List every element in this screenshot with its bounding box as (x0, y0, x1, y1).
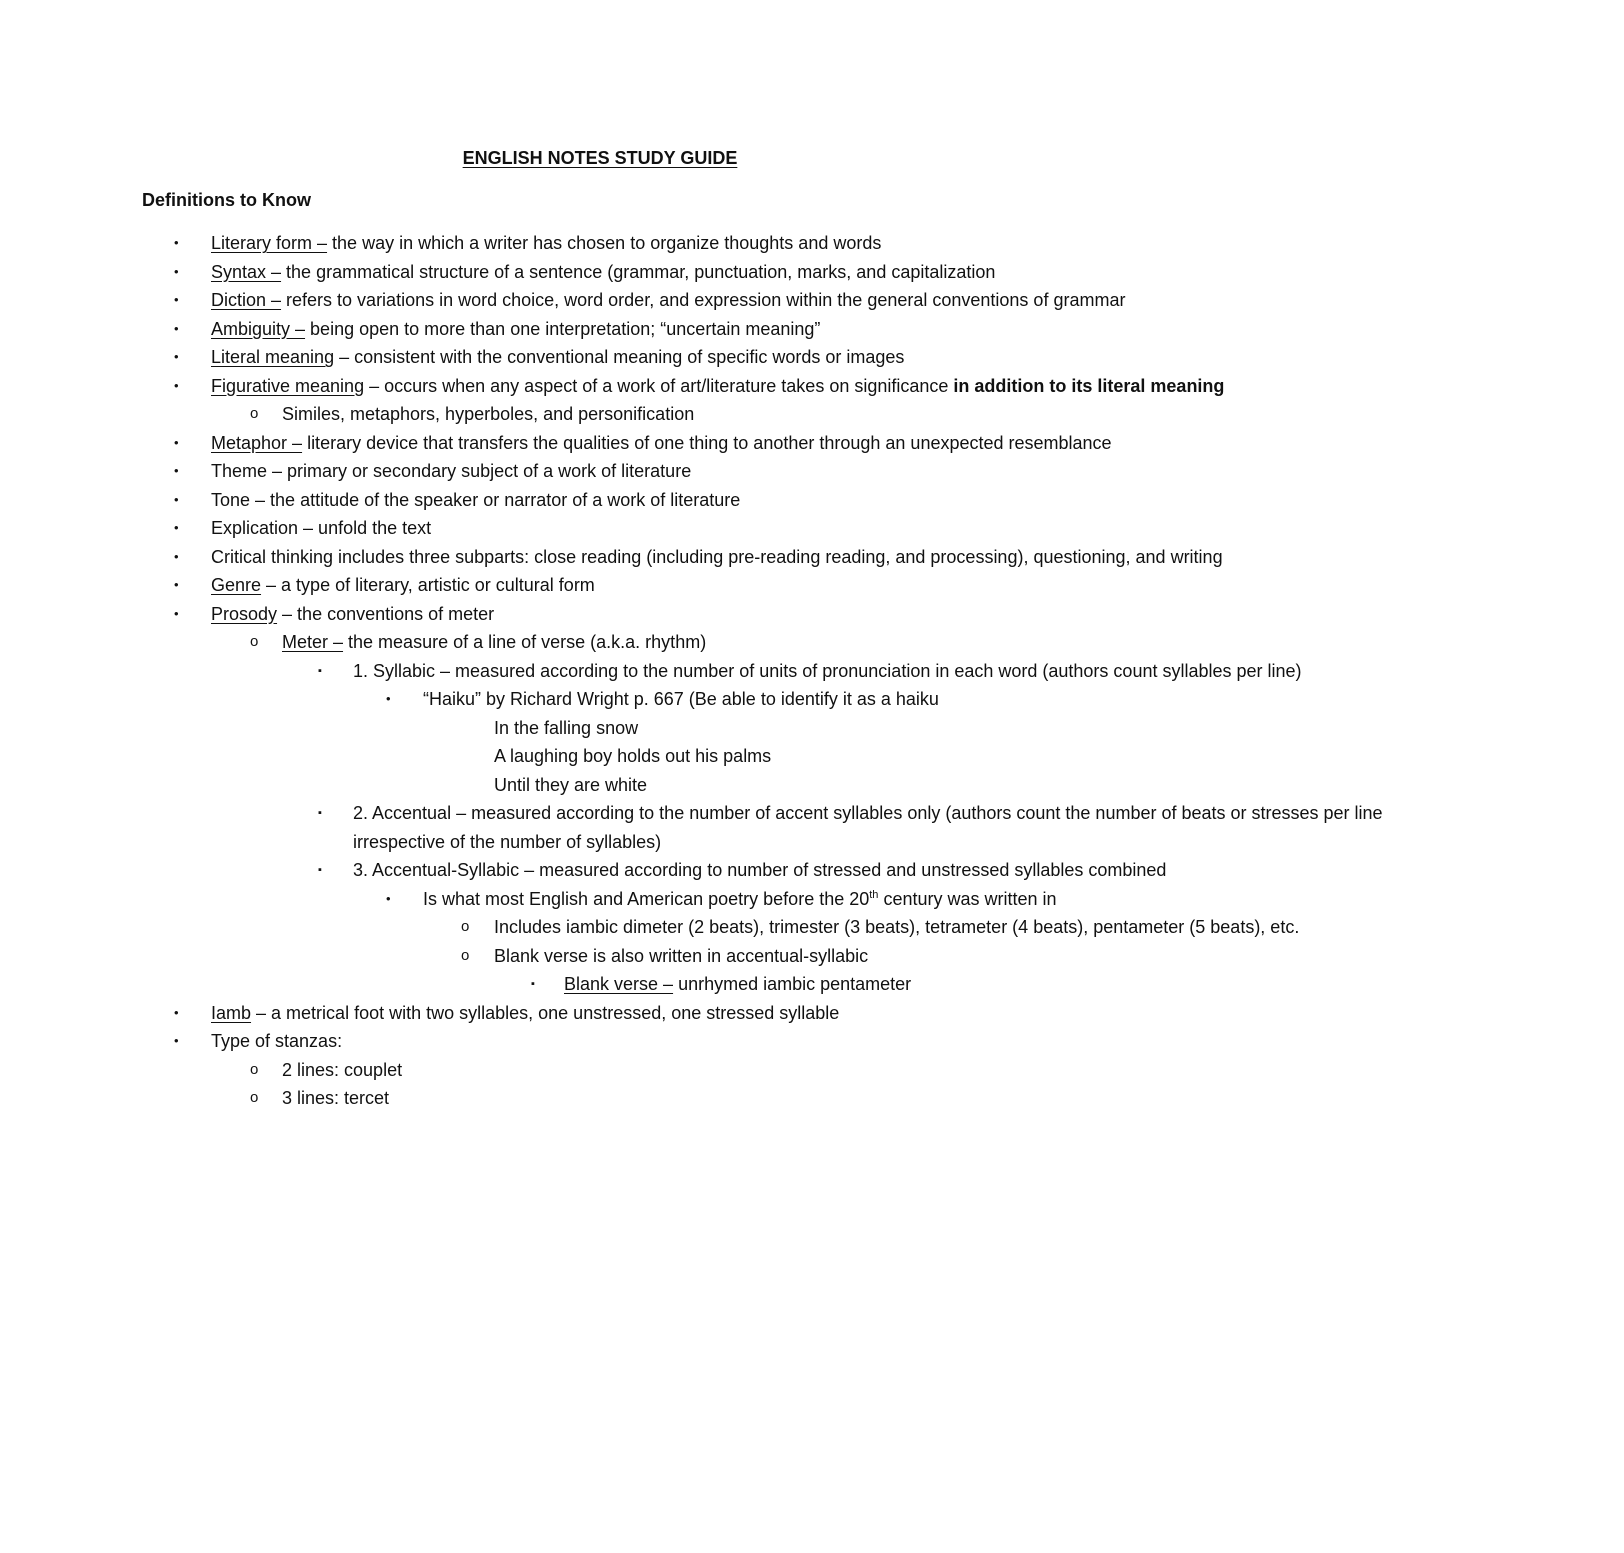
term-description: literary device that transfers the qualities of one thing to another through an unexpected resemblance (302, 432, 1112, 453)
list-item-critical-thinking (0, 543, 1271, 572)
bullet-disc-icon: • (386, 890, 391, 906)
item-text: Explication – unfold the text (211, 518, 432, 538)
list-item-syllabic (0, 657, 1413, 686)
bullet-circle-icon: o (461, 946, 470, 964)
list-item-iambic-types (0, 913, 1554, 942)
term-description: being open to more than one interpretation; “uncertain meaning” (305, 318, 821, 339)
bullet-circle-icon: o (250, 1089, 259, 1106)
bullet-disc-icon: • (174, 463, 179, 478)
list-item-accentual (0, 799, 1413, 856)
term-label: Iamb (211, 1002, 252, 1023)
list-item-blank-verse (0, 970, 1624, 999)
bullet-disc-icon: • (174, 491, 179, 507)
item-text: “Haiku” by Richard Wright p. 667 (Be able to identify it as a haiku (423, 689, 939, 709)
term-label: Meter – (282, 632, 344, 652)
list-item-metaphor (0, 429, 1271, 458)
item-text: Tone – the attitude of the speaker or narrator of a work of literature (211, 489, 741, 510)
bullet-square-icon: ▪ (318, 864, 322, 876)
term-description: – a metrical foot with two syllables, one unstressed, one stressed syllable (251, 1002, 840, 1023)
haiku-line: In the falling snow (494, 717, 639, 738)
list-item-iamb (0, 999, 1271, 1028)
bullet-disc-icon: • (174, 1033, 179, 1048)
list-item-haiku-reference (0, 685, 1483, 714)
list-item-explication (0, 514, 1271, 543)
item-text: Is what most English and American poetry before the 20 (423, 888, 870, 909)
item-text: Type of stanzas: (211, 1031, 343, 1051)
item-text: Critical thinking includes three subparts: close reading (including pre-reading reading, and processing), questioning, and writing (211, 546, 1223, 567)
item-text: Theme – primary or secondary subject of a work of literature (211, 461, 692, 481)
item-text: 1. Syllabic – measured according to the number of units of pronunciation in each word (authors count syllables per line) (353, 660, 1302, 681)
bullet-disc-icon: • (174, 1004, 179, 1020)
term-label: Figurative meaning (211, 375, 365, 396)
term-description: – the conventions of meter (277, 603, 495, 624)
list-item-ambiguity (0, 315, 1271, 344)
term-label: Metaphor – (211, 432, 303, 453)
bullet-circle-icon: o (250, 405, 259, 422)
item-text: Includes iambic dimeter (2 beats), trimester (3 beats), tetrameter (4 beats), pentameter (5 beats), etc. (494, 917, 1300, 937)
list-item-syntax (0, 258, 1271, 287)
bullet-disc-icon: • (174, 292, 179, 307)
term-label: Diction – (211, 290, 282, 310)
list-item-accentual-syllabic (0, 856, 1413, 885)
list-item-meter (0, 628, 1342, 657)
bullet-square-icon: ▪ (318, 664, 322, 677)
bullet-square-icon: ▪ (318, 807, 322, 819)
list-item-figurative-meaning (0, 372, 1271, 401)
bullet-disc-icon: • (174, 605, 179, 621)
superscript-text: th (869, 888, 879, 901)
bullet-disc-icon: • (174, 434, 179, 450)
bullet-disc-icon: • (174, 377, 179, 393)
page-title: ENGLISH NOTES STUDY GUIDE (462, 148, 738, 168)
bullet-disc-icon: • (174, 349, 179, 364)
haiku-line: Until they are white (494, 774, 648, 795)
term-description: the measure of a line of verse (a.k.a. rhythm) (343, 632, 707, 652)
item-text: Similes, metaphors, hyperboles, and personification (282, 404, 695, 424)
term-description: – a type of literary, artistic or cultural form (261, 575, 595, 595)
bullet-disc-icon: • (174, 235, 179, 250)
term-description: unrhymed iambic pentameter (673, 974, 912, 994)
item-text: 2 lines: couplet (282, 1059, 403, 1080)
list-item-tercet (0, 1084, 1342, 1113)
term-description: – occurs when any aspect of a work of art/literature takes on significance (364, 375, 954, 396)
term-label: Literary form – (211, 233, 328, 253)
term-description: the grammatical structure of a sentence (grammar, punctuation, marks, and capitalization (281, 261, 996, 282)
haiku-line: A laughing boy holds out his palms (494, 746, 772, 766)
term-label: Literal meaning (211, 347, 335, 367)
list-item-poetry-note (0, 885, 1483, 914)
bullet-disc-icon: • (174, 577, 179, 592)
list-item-blank-verse-note (0, 942, 1554, 971)
bullet-circle-icon: o (461, 918, 470, 935)
term-label: Genre (211, 575, 262, 595)
term-label: Blank verse – (564, 974, 674, 994)
term-description: refers to variations in word choice, word order, and expression within the general conventions of grammar (281, 290, 1126, 310)
item-text: Blank verse is also written in accentual-syllabic (494, 945, 869, 966)
item-text: 3 lines: tercet (282, 1088, 390, 1108)
bullet-square-icon: ▪ (531, 978, 535, 990)
bullet-disc-icon: • (174, 520, 179, 535)
list-item-literal-meaning (0, 343, 1271, 372)
item-text: century was written in (878, 888, 1057, 909)
bullet-circle-icon: o (250, 633, 259, 650)
bullet-disc-icon: • (174, 263, 179, 279)
bullet-disc-icon: • (386, 691, 391, 706)
section-heading: Definitions to Know (142, 190, 311, 210)
bullet-disc-icon: • (174, 320, 179, 336)
bullet-circle-icon: o (250, 1060, 259, 1078)
emphasis-text: in addition to its literal meaning (953, 375, 1225, 396)
list-item-tone (0, 486, 1271, 515)
term-description: – consistent with the conventional meaning of specific words or images (334, 347, 905, 367)
list-item-theme (0, 457, 1271, 486)
bullet-disc-icon: • (174, 548, 179, 564)
list-item-figurative-examples (0, 400, 1342, 429)
term-label: Prosody (211, 603, 278, 624)
item-text: 3. Accentual-Syllabic – measured according to number of stressed and unstressed syllables combined (353, 860, 1167, 880)
list-item-prosody (0, 600, 1271, 629)
term-label: Syntax – (211, 261, 282, 282)
definitions-list (0, 229, 1383, 1113)
term-description: the way in which a writer has chosen to organize thoughts and words (327, 233, 882, 253)
term-label: Ambiguity – (211, 318, 306, 339)
item-text: 2. Accentual – measured according to the number of accent syllables only (authors count the number of beats or stresses per line irrespective of the number of syllables) (353, 803, 1383, 852)
list-item-stanzas (0, 1027, 1271, 1056)
list-item-diction (0, 286, 1271, 315)
list-item-literary-form (0, 229, 1271, 258)
list-item-genre (0, 571, 1271, 600)
list-item-couplet (0, 1056, 1342, 1085)
